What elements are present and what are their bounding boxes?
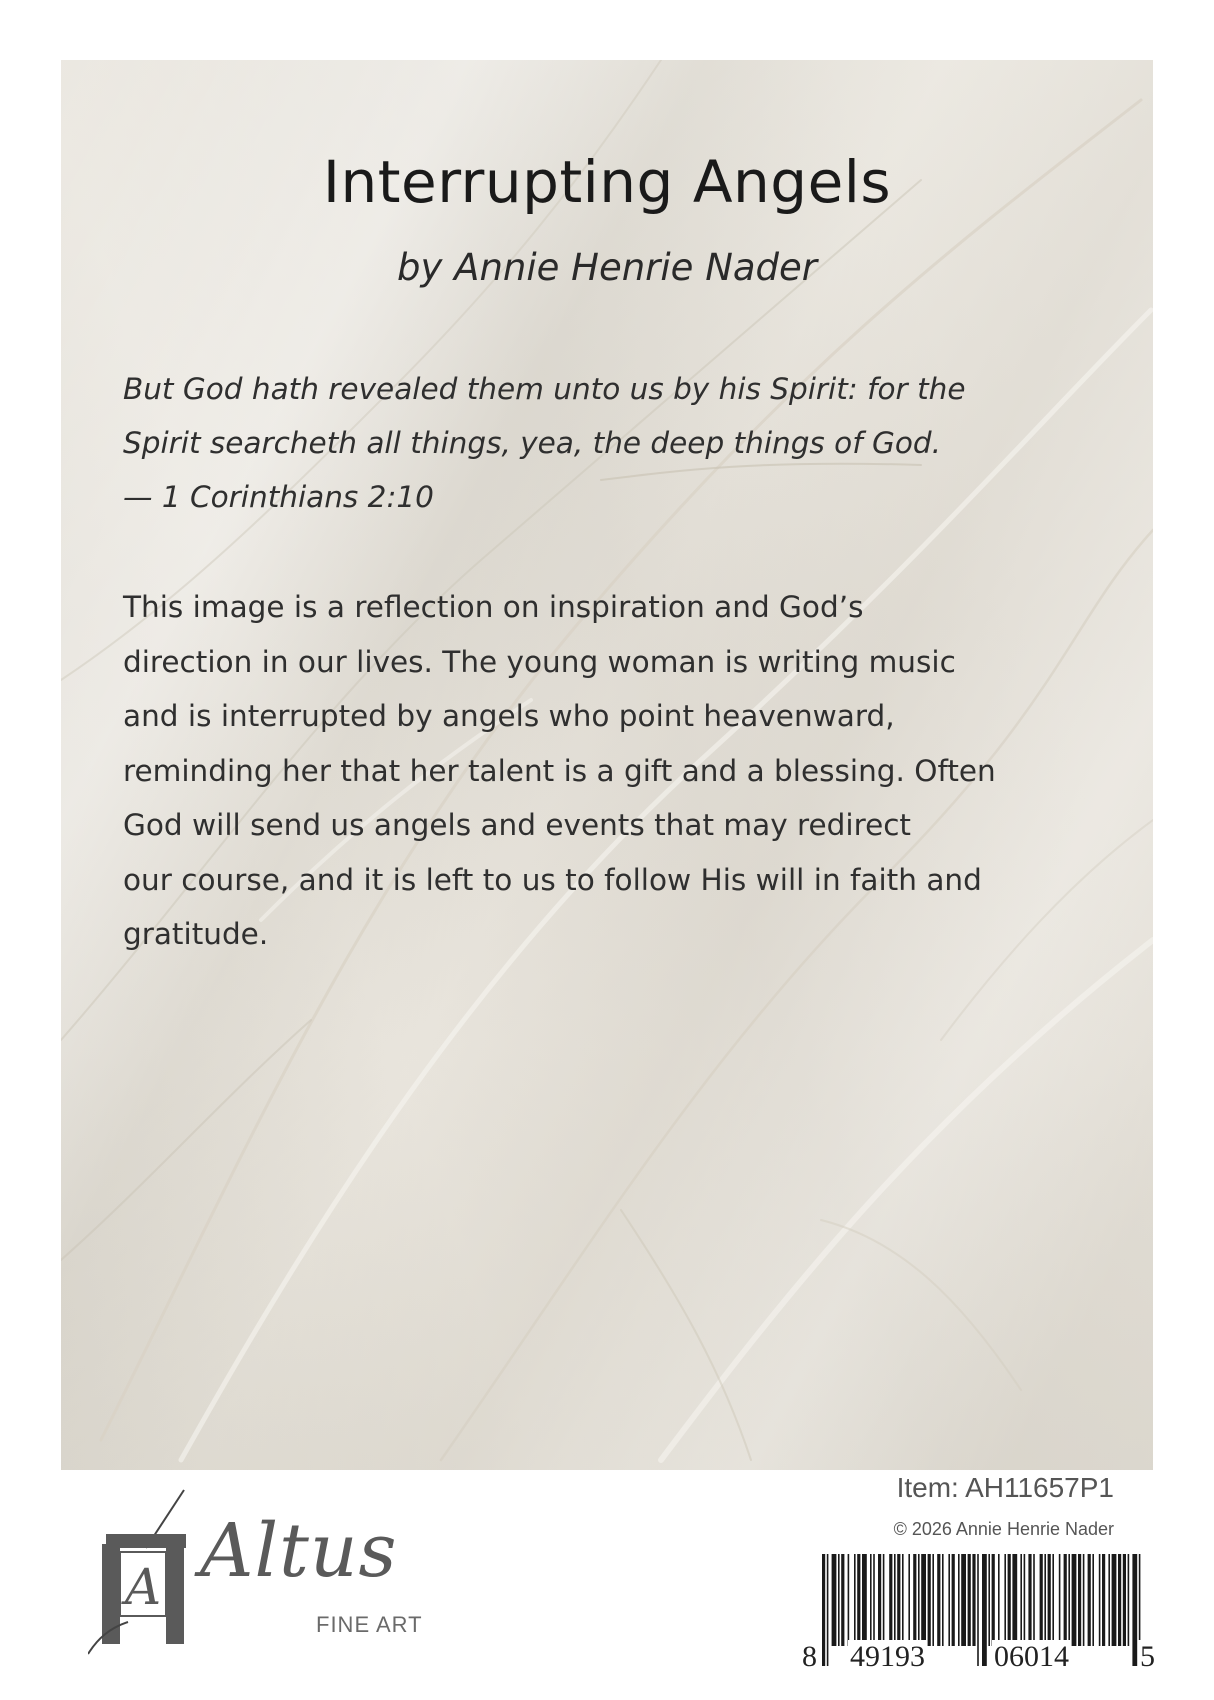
- quote-line: Spirit searcheth all things, yea, the deep things of God.: [123, 426, 942, 460]
- barcode-bar: [1024, 1554, 1026, 1646]
- barcode-bar: [841, 1554, 844, 1646]
- barcode-bar: [1044, 1554, 1046, 1646]
- easel-icon: [88, 1488, 198, 1658]
- barcode-bar: [1064, 1554, 1067, 1646]
- description-line: reminding her that her talent is a gift and a blessing. Often: [123, 753, 996, 788]
- barcode-bar: [1118, 1554, 1121, 1646]
- barcode-bar: [918, 1554, 920, 1646]
- barcode-bar: [982, 1554, 987, 1666]
- barcode-bar: [873, 1554, 875, 1646]
- logo-wordmark: Altus: [200, 1508, 398, 1594]
- barcode-bar: [1008, 1554, 1011, 1646]
- barcode-bar: [977, 1554, 979, 1666]
- barcode-bar: [1092, 1554, 1094, 1646]
- barcode-bar: [1108, 1554, 1110, 1646]
- barcode-bar: [961, 1554, 966, 1646]
- barcode-bar: [827, 1554, 829, 1666]
- scripture-quote: [123, 362, 1123, 524]
- barcode-bar: [1020, 1554, 1022, 1646]
- barcode-check-digit: 5: [1140, 1640, 1155, 1673]
- barcode-bar: [928, 1554, 931, 1646]
- barcode-bar: [854, 1554, 856, 1646]
- barcode-bar: [992, 1554, 995, 1646]
- barcode-bar: [1012, 1554, 1017, 1646]
- barcode-bar: [1068, 1554, 1070, 1646]
- artist-byline: by Annie Henrie Nader: [396, 246, 818, 289]
- barcode-bar: [902, 1554, 904, 1646]
- barcode-first-digit: 8: [802, 1640, 817, 1673]
- barcode-bar: [1052, 1554, 1054, 1646]
- barcode-bar: [832, 1554, 837, 1646]
- barcode-bar: [932, 1554, 934, 1646]
- barcode-bar: [897, 1554, 900, 1646]
- barcode-bar: [1099, 1554, 1101, 1646]
- barcode: [800, 1548, 1160, 1678]
- barcode-bar: [1112, 1554, 1117, 1646]
- barcode-bar: [1123, 1554, 1126, 1646]
- logo-subtitle: FINE ART: [316, 1612, 423, 1637]
- barcode-bar: [972, 1554, 975, 1646]
- barcode-bar: [1083, 1554, 1085, 1646]
- description-line: and is interrupted by angels who point heavenward,: [123, 699, 895, 733]
- barcode-left-group: 49193: [850, 1640, 925, 1673]
- barcode-right-group: 06014: [994, 1640, 1069, 1673]
- barcode-bar: [1048, 1554, 1051, 1646]
- quote-line: But God hath revealed them unto us by his Spirit: for the: [123, 372, 966, 406]
- description-line: God will send us angels and events that may redirect: [123, 808, 912, 842]
- description-line: direction in our lives. The young woman is writing music: [123, 644, 956, 679]
- barcode-bar: [1040, 1554, 1043, 1646]
- description-line: our course, and it is left to us to follow His will in faith and: [123, 862, 982, 897]
- barcode-bar: [870, 1554, 872, 1646]
- barcode-bar: [921, 1554, 926, 1646]
- description-line: gratitude.: [123, 917, 269, 951]
- barcode-bar: [1102, 1554, 1105, 1646]
- barcode-bar: [1078, 1554, 1081, 1646]
- quote-citation: — 1 Corinthians 2:10: [123, 480, 434, 514]
- barcode-bar: [822, 1554, 825, 1666]
- barcode-bar: [1033, 1554, 1035, 1646]
- artwork-title: Interrupting Angels: [322, 148, 892, 216]
- barcode-bar: [998, 1554, 1000, 1646]
- barcode-bar: [883, 1554, 885, 1646]
- barcode-bar: [908, 1554, 910, 1646]
- logo-letter: A: [124, 1558, 162, 1616]
- barcode-bar: [848, 1554, 850, 1646]
- barcode-bar: [857, 1554, 860, 1646]
- barcode-bar: [1004, 1554, 1006, 1646]
- barcode-bar: [942, 1554, 944, 1646]
- altus-fine-art-logo: [88, 1488, 448, 1658]
- barcode-bar: [1028, 1554, 1031, 1646]
- barcode-bar: [958, 1554, 960, 1646]
- barcode-bar: [1059, 1554, 1061, 1646]
- barcode-bar: [937, 1554, 940, 1646]
- barcode-bar: [1072, 1554, 1077, 1646]
- barcode-bar: [894, 1554, 896, 1646]
- barcode-bar: [948, 1554, 950, 1646]
- barcode-bar: [1088, 1554, 1091, 1646]
- copyright-notice: © 2026 Annie Henrie Nader: [893, 1519, 1114, 1539]
- barcode-bar: [988, 1554, 990, 1646]
- barcode-bar: [952, 1554, 955, 1646]
- barcode-bar: [913, 1554, 916, 1646]
- marble-art-panel: [61, 60, 1153, 1470]
- barcode-bar: [862, 1554, 867, 1646]
- barcode-bar: [838, 1554, 840, 1646]
- barcode-bar: [1132, 1554, 1137, 1666]
- description-line: This image is a reflection on inspiration and God’s: [123, 590, 864, 624]
- barcode-bar: [878, 1554, 881, 1646]
- barcode-bar: [1128, 1554, 1130, 1646]
- barcode-bar: [968, 1554, 971, 1646]
- item-number: Item: AH11657P1: [896, 1472, 1114, 1503]
- artwork-description: [123, 580, 1133, 962]
- barcode-bar: [889, 1554, 892, 1646]
